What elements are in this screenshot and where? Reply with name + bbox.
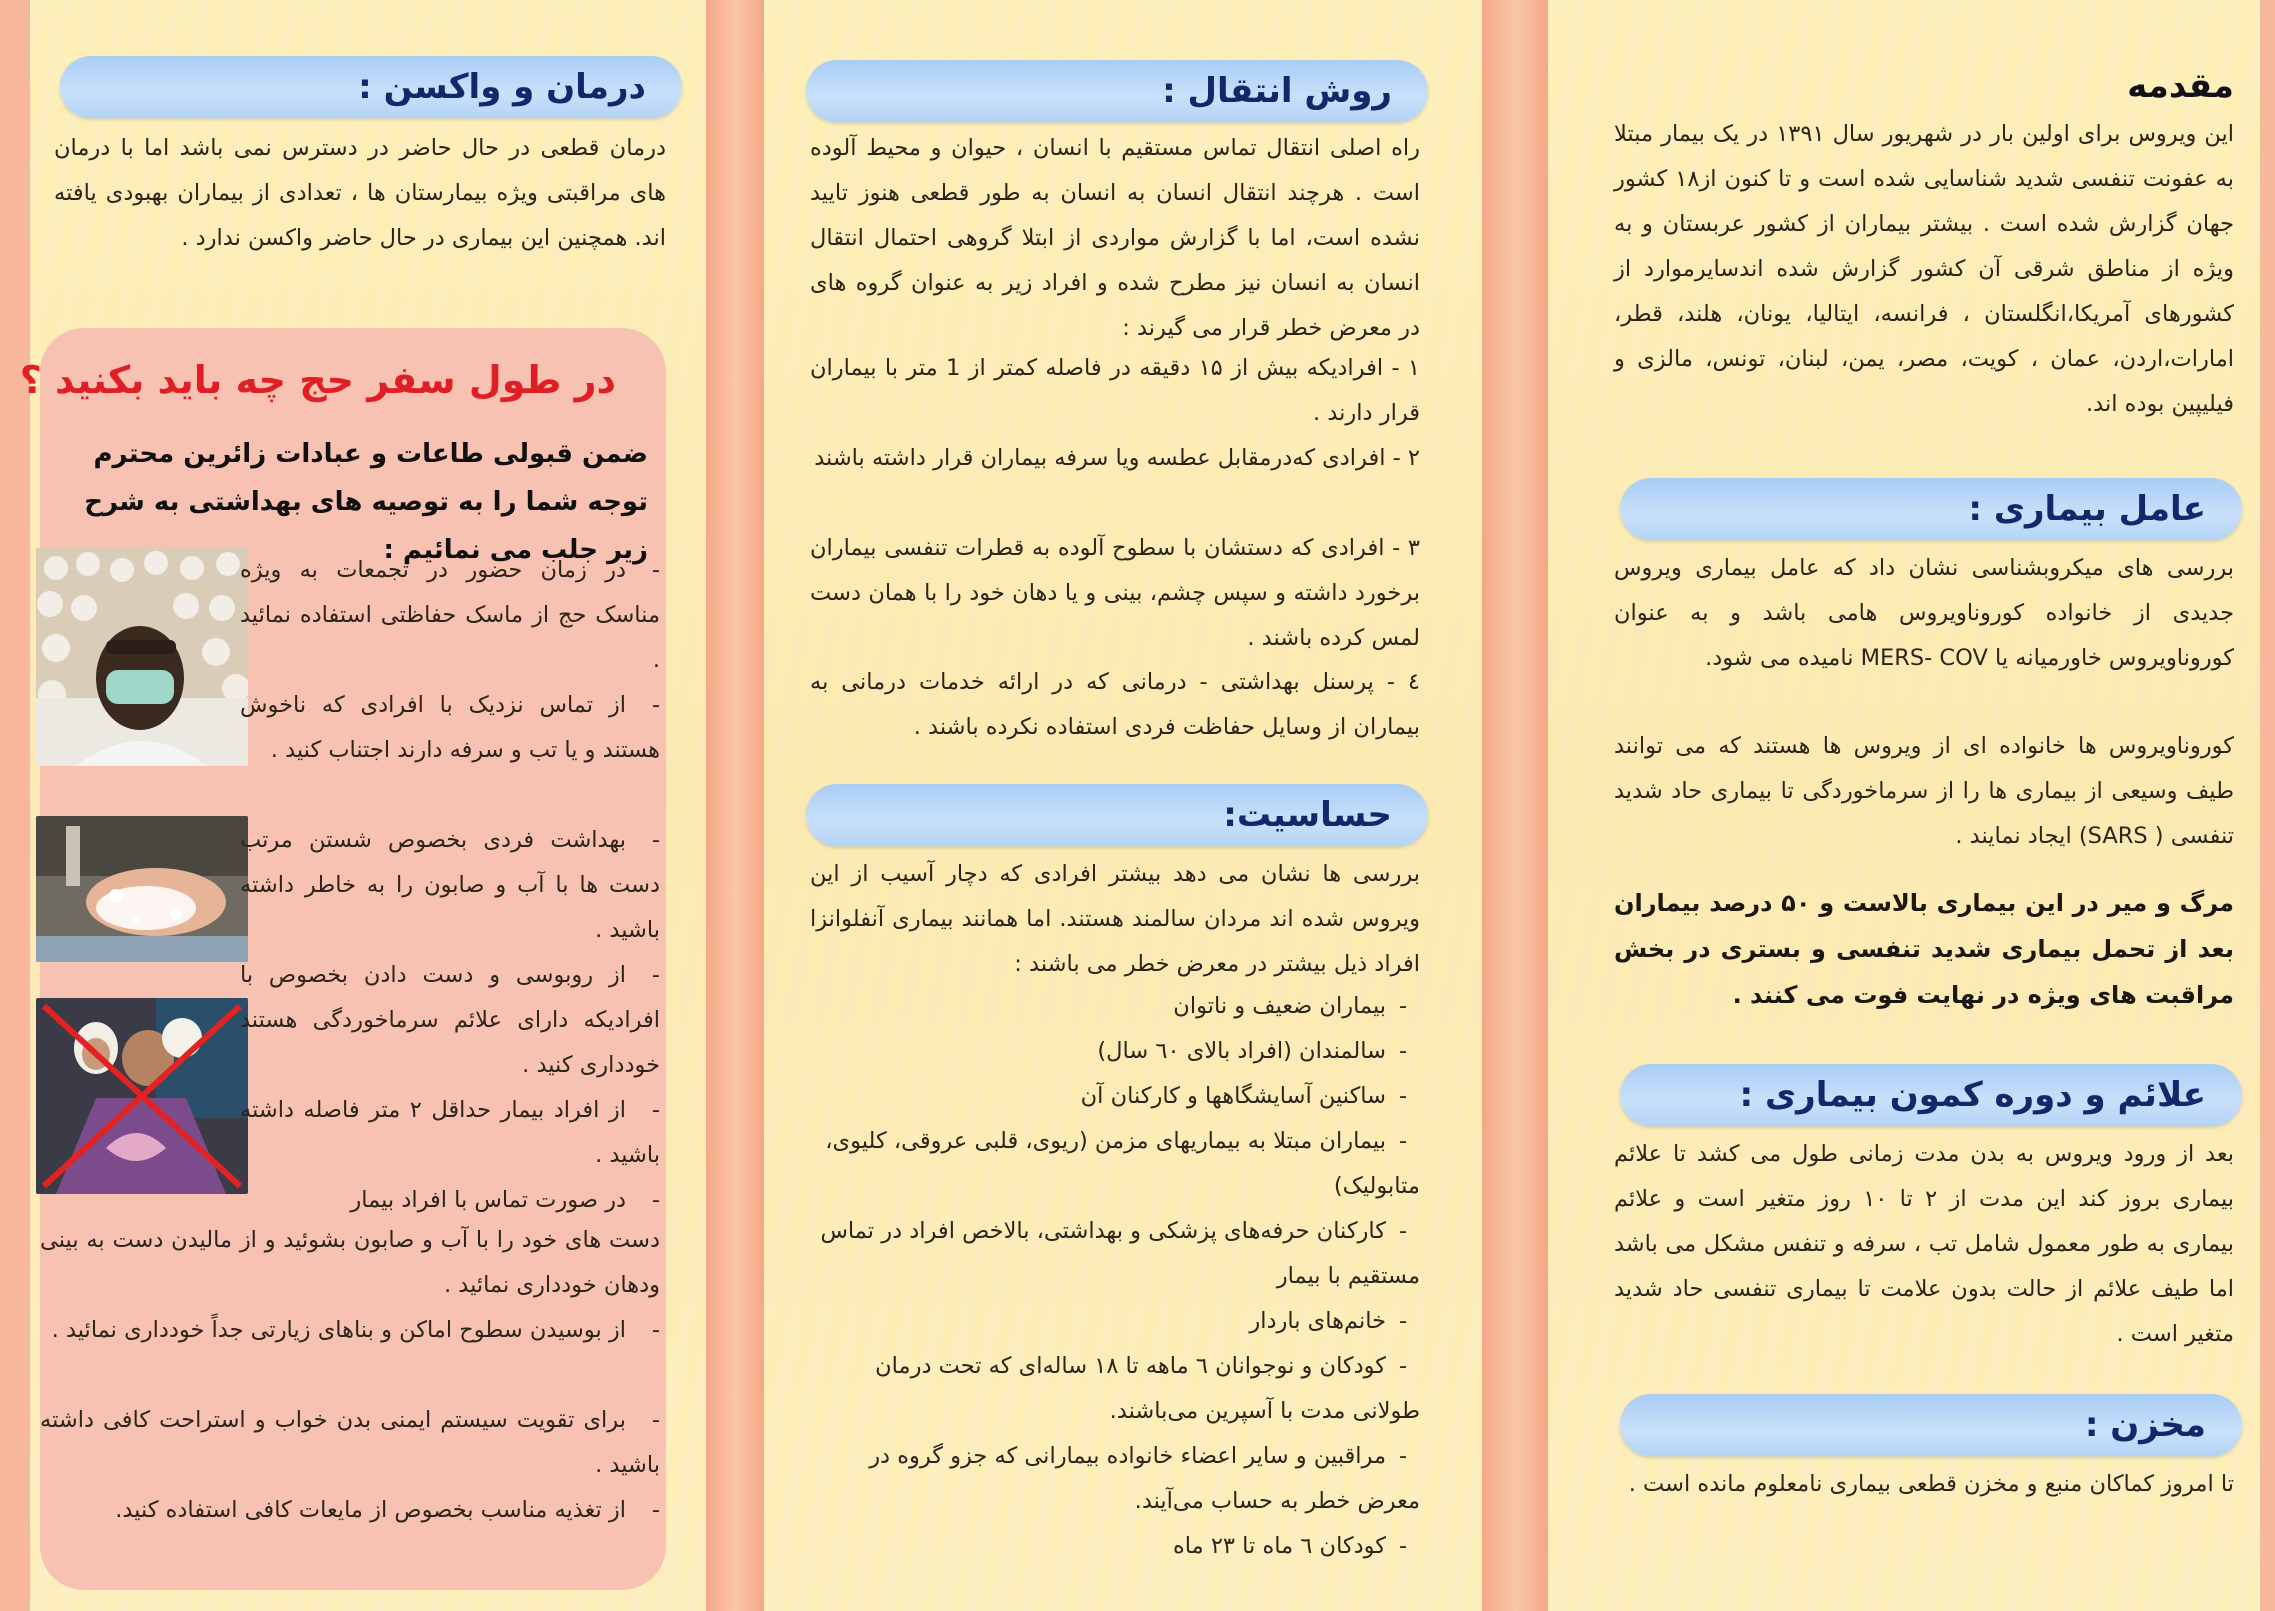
- reservoir-header: [1620, 1394, 2242, 1456]
- greeting-crossed-photo: [36, 998, 248, 1194]
- list-item: -از افراد بیمار حداقل ۲ متر فاصله داشته باشید .: [240, 1097, 660, 1168]
- symptoms-title: علائم و دوره کمون بیماری :: [1739, 1075, 2206, 1115]
- left-panel: [19, 0, 706, 1611]
- list-item: -بهداشت فردی بخصوص شستن مرتب دست ها با آب و صابون را به خاطر داشته باشید .: [240, 827, 660, 943]
- list-item: -مراقبین و سایر اعضاء خانواده بیمارانی که جزو گروه در معرض خطر به حساب می‌آیند.: [869, 1443, 1420, 1514]
- agent-header: [1620, 478, 2242, 540]
- treatment-title: درمان و واکسن :: [358, 67, 646, 107]
- symptoms-text: بعد از ورود ویروس به بدن مدت زمانی طول می کشد تا علائم بیماری بروز کند این مدت از ۲ تا ۱۰ روز متغیر است و علائم بیماری به طور معمول شامل تب ، سرفه و تنفس مشکل می باشد اما طیف علائم از حالت بدون علامت تا بیماری تنفسی حاد شدید متغیر است .: [1614, 1141, 2234, 1347]
- agent-title: عامل بیماری :: [1968, 489, 2206, 529]
- list-item: -کارکنان حرفه‌های پزشکی و بهداشتی، بالاخص افراد در تماس مستقیم با بیمار: [820, 1218, 1420, 1289]
- right-panel: [1548, 0, 2260, 1611]
- transmission-item: ۲ - افرادی که‌درمقابل عطسه ویا سرفه بیماران قرار داشته باشند: [814, 445, 1420, 471]
- transmission-title: روش انتقال :: [1162, 71, 1392, 111]
- risk-list: [810, 984, 1420, 1569]
- mortality-text: مرگ و میر در این بیماری بالاست و ۵۰ درصد بیماران بعد از تحمل بیماری شدید تنفسی و بستری در بخش مراقبت های ویژه در نهایت فوت می کنند .: [1614, 889, 2234, 1009]
- transmission-item: ۱ - افرادیکه بیش از ۱۵ دقیقه در فاصله کمتر از 1 متر با بیماران قرار دارند .: [810, 355, 1421, 426]
- sensitivity-title: حساسیت:: [1223, 795, 1392, 835]
- list-item: -در زمان حضور در تجمعات به ویژه مناسک حج از ماسک حفاظتی استفاده نمائید .: [240, 557, 660, 673]
- list-item: -سالمندان (افراد بالای ٦۰ سال): [1097, 1038, 1408, 1064]
- intro-title: مقدمه: [2127, 66, 2234, 106]
- list-item: -کودکان ٦ ماه تا ۲۳ ماه: [1172, 1533, 1408, 1559]
- treatment-header: [60, 56, 682, 118]
- reservoir-text: تا امروز کماکان منبع و مخزن قطعی بیماری نامعلوم مانده است .: [1628, 1471, 2234, 1497]
- list-item: -در صورت تماس با افراد بیمار: [350, 1187, 660, 1213]
- list-item: -بیماران مبتلا به بیماریهای مزمن (ریوی، قلبی عروقی، کلیوی، متابولیک): [825, 1128, 1420, 1199]
- crowd-mask-photo: [36, 548, 248, 766]
- list-item: -از روبوسی و دست دادن بخصوص با افرادیکه دارای علائم سرماخوردگی هستند خودداری کنید .: [240, 962, 660, 1078]
- list-item: -خانم‌های باردار: [1249, 1308, 1408, 1334]
- symptoms-header: [1620, 1064, 2242, 1126]
- list-item: دست های خود را با آب و صابون بشوئید و از مالیدن دست به بینی ودهان خودداری نمائید .: [40, 1227, 660, 1298]
- sensitivity-header: [806, 784, 1428, 846]
- agent-text: بررسی های میکروبشناسی نشان داد که عامل بیماری ویروس جدیدی از خانواده کوروناویروس هامی باشد و به عنوان کوروناویروس خاورمیانه یا MERS- COV نامیده می شود.: [1614, 555, 2234, 671]
- list-item: -ساکنین آسایشگاهها و کارکنان آن: [1080, 1083, 1408, 1109]
- transmission-item: ۳ - افرادی که دستشان با سطوح آلوده به قطرات تنفسی بیماران برخورد داشته و سپس چشم، بینی و یا دهان خود را با همان دست لمس کرده باشند .: [810, 535, 1420, 651]
- list-item: -بیماران ضعیف و ناتوان: [1173, 993, 1408, 1019]
- transmission-text: راه اصلی انتقال تماس مستقیم با انسان ، حیوان و محیط آلوده است . هرچند انتقال انسان به انسان به طور قطعی هنوز تایید نشده است، اما با گزارش مواردی از ابتلا گروهی احتمال انتقال انسان به انسان نیز مطرح شده و افراد زیر به عنوان گروه های در معرض خطر قرار می گیرند :: [810, 135, 1420, 341]
- corona-text: کوروناویروس ها خانواده ای از ویروس ها هستند که می توانند طیف وسیعی از بیماری ها را از سرماخوردگی تا بیماری حاد شدید تنفسی ( SARS) ایجاد نمایند .: [1614, 733, 2234, 849]
- list-item: -برای تقویت سیستم ایمنی بدن خواب و استراحت کافی داشته باشید .: [40, 1407, 660, 1478]
- transmission-header: [806, 60, 1428, 122]
- transmission-item: ٤ - پرسنل بهداشتی - درمانی که در ارائه خدمات درمانی به بیماران از وسایل حفاظت فردی استفاده نکرده باشند .: [810, 669, 1420, 740]
- hajj-title: در طول سفر حج چه باید بکنید ؟: [19, 358, 616, 402]
- reservoir-title: مخزن :: [2084, 1405, 2206, 1445]
- treatment-text: درمان قطعی در حال حاضر در دسترس نمی باشد اما با درمان های مراقبتی ویژه بیمارستان ها ، تعدادی از بیماران بهبودی یافته اند. همچنین این بیماری در حال حاضر واکسن ندارد .: [54, 135, 666, 251]
- fold-gutter: [706, 0, 764, 1611]
- intro-text: این ویروس برای اولین بار در شهریور سال ۱۳۹۱ در یک بیمار مبتلا به عفونت تنفسی شدید شناسایی شده است و تا کنون از۱۸ کشور جهان گزارش شده است . بیشتر بیماران از کشور عربستان و به ویژه از مناطق شرقی آن کشور گزارش شده اندسایرموارد از کشورهای آمریکا،انگلستان ، فرانسه، ایتالیا، یونان، هلند، قطر، امارات،اردن، عمان ، کویت، مصر، یمن، لبنان، تونس، مالزی و فیلیپین بوده اند.: [1614, 121, 2234, 417]
- handwashing-photo: [36, 816, 248, 962]
- list-item: -از تماس نزدیک با افرادی که ناخوش هستند و یا تب و سرفه دارند اجتناب کنید .: [240, 692, 660, 763]
- fold-gutter: [1482, 0, 1548, 1611]
- hajj-advice-wide: [40, 1218, 660, 1533]
- list-item: -از تغذیه مناسب بخصوص از مایعات کافی استفاده کنید.: [115, 1497, 660, 1523]
- sensitivity-text: بررسی ها نشان می دهد بیشتر افرادی که دچار آسیب از این ویروس شده اند مردان سالمند هستند. اما همانند بیماری آنفلوانزا افراد ذیل بیشتر در معرض خطر می باشند :: [810, 861, 1420, 977]
- middle-panel: [764, 0, 1482, 1611]
- list-item: -کودکان و نوجوانان ٦ ماهه تا ۱۸ ساله‌ای که تحت درمان طولانی مدت با آسپرین می‌باشند.: [875, 1353, 1420, 1424]
- list-item: -از بوسیدن سطوح اماکن و بناهای زیارتی جداً خودداری نمائید .: [51, 1317, 660, 1343]
- hajj-advice-list: [240, 548, 660, 1223]
- hajj-intro: ضمن قبولی طاعات و عبادات زائرین محترم توجه شما را به توصیه های بهداشتی به شرح زیر جلب می نمائیم :: [84, 439, 648, 565]
